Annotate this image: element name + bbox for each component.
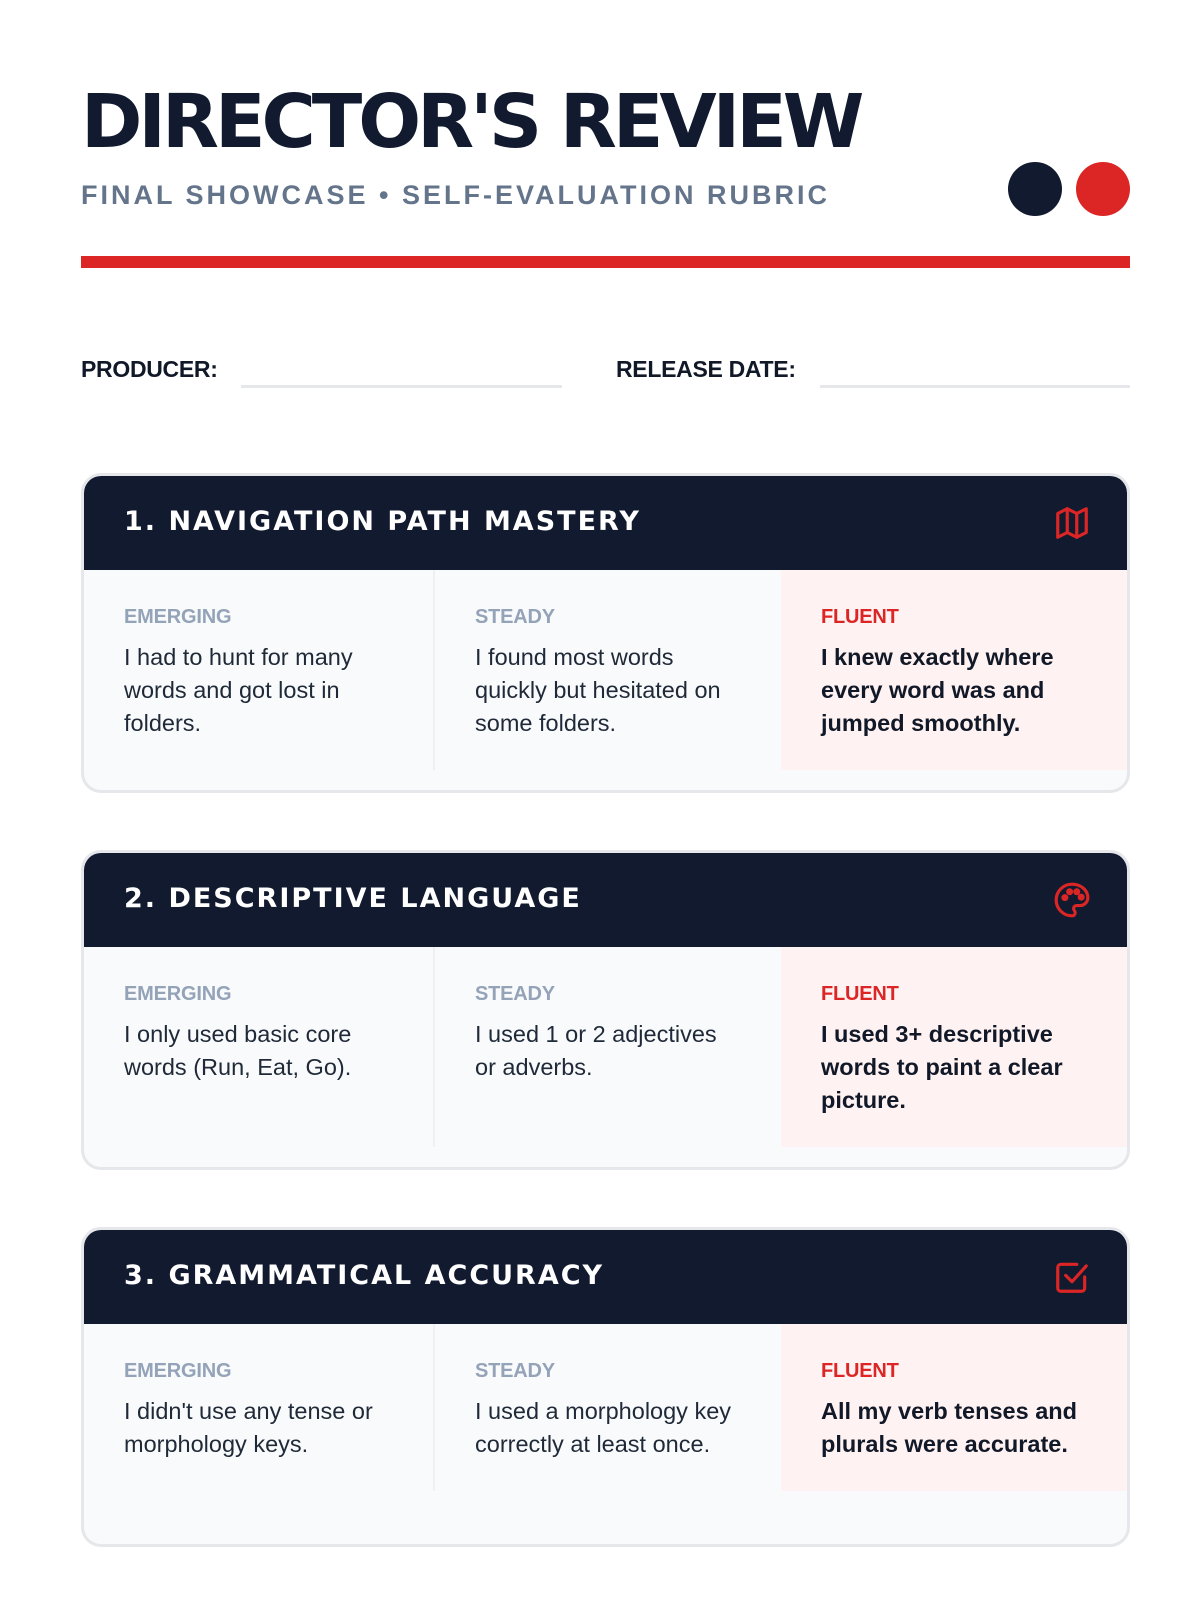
card-body <box>84 947 1127 1147</box>
page-subtitle: FINAL SHOWCASE • SELF-EVALUATION RUBRIC <box>81 180 830 210</box>
rubric-card-navigation <box>81 473 1130 793</box>
checkbox-icon <box>1053 1258 1091 1296</box>
level-emerging <box>84 947 435 1147</box>
card-title: 1. NAVIGATION PATH MASTERY <box>124 506 641 537</box>
level-emerging <box>84 570 435 770</box>
card-title: 3. GRAMMATICAL ACCURACY <box>124 1260 605 1291</box>
header-divider <box>81 256 1130 268</box>
level-label: STEADY <box>475 983 555 1005</box>
decorative-dots <box>1008 162 1130 216</box>
level-label: FLUENT <box>821 1360 899 1382</box>
red-dot <box>1076 162 1130 216</box>
release-date-label: RELEASE DATE: <box>616 356 796 382</box>
rubric-card-grammar <box>81 1227 1130 1547</box>
card-header <box>84 1230 1127 1324</box>
level-description: I used a morphology key correctly at least once. <box>475 1398 732 1457</box>
palette-icon <box>1053 881 1091 919</box>
level-description: I didn't use any tense or morphology keys. <box>124 1398 373 1457</box>
level-description: I had to hunt for many words and got lost in folders. <box>124 644 353 736</box>
level-label: STEADY <box>475 606 555 628</box>
level-label: FLUENT <box>821 606 899 628</box>
level-label: EMERGING <box>124 606 232 628</box>
level-label: STEADY <box>475 1360 555 1382</box>
level-steady <box>435 947 781 1147</box>
navy-dot <box>1008 162 1062 216</box>
card-body <box>84 570 1127 770</box>
rubric-card-descriptive <box>81 850 1130 1170</box>
card-header <box>84 476 1127 570</box>
level-description: I used 1 or 2 adjectives or adverbs. <box>475 1021 717 1080</box>
card-body <box>84 1324 1127 1491</box>
producer-label: PRODUCER: <box>81 356 218 382</box>
release-date-input-line[interactable] <box>820 385 1130 388</box>
level-description: All my verb tenses and plurals were accurate. <box>821 1398 1077 1457</box>
level-fluent <box>781 1324 1127 1491</box>
map-icon <box>1053 504 1091 542</box>
level-description: I used 3+ descriptive words to paint a clear picture. <box>821 1021 1063 1113</box>
level-steady <box>435 1324 781 1491</box>
level-fluent <box>781 947 1127 1147</box>
level-emerging <box>84 1324 435 1491</box>
card-header <box>84 853 1127 947</box>
level-steady <box>435 570 781 770</box>
level-description: I found most words quickly but hesitated on some folders. <box>475 644 721 736</box>
card-title: 2. DESCRIPTIVE LANGUAGE <box>124 883 582 914</box>
level-fluent <box>781 570 1127 770</box>
level-description: I only used basic core words (Run, Eat, Go). <box>124 1021 352 1080</box>
level-label: EMERGING <box>124 983 232 1005</box>
producer-input-line[interactable] <box>241 385 562 388</box>
level-label: FLUENT <box>821 983 899 1005</box>
level-label: EMERGING <box>124 1360 232 1382</box>
level-description: I knew exactly where every word was and jumped smoothly. <box>821 644 1054 736</box>
page-title: DIRECTOR'S REVIEW <box>81 79 861 165</box>
